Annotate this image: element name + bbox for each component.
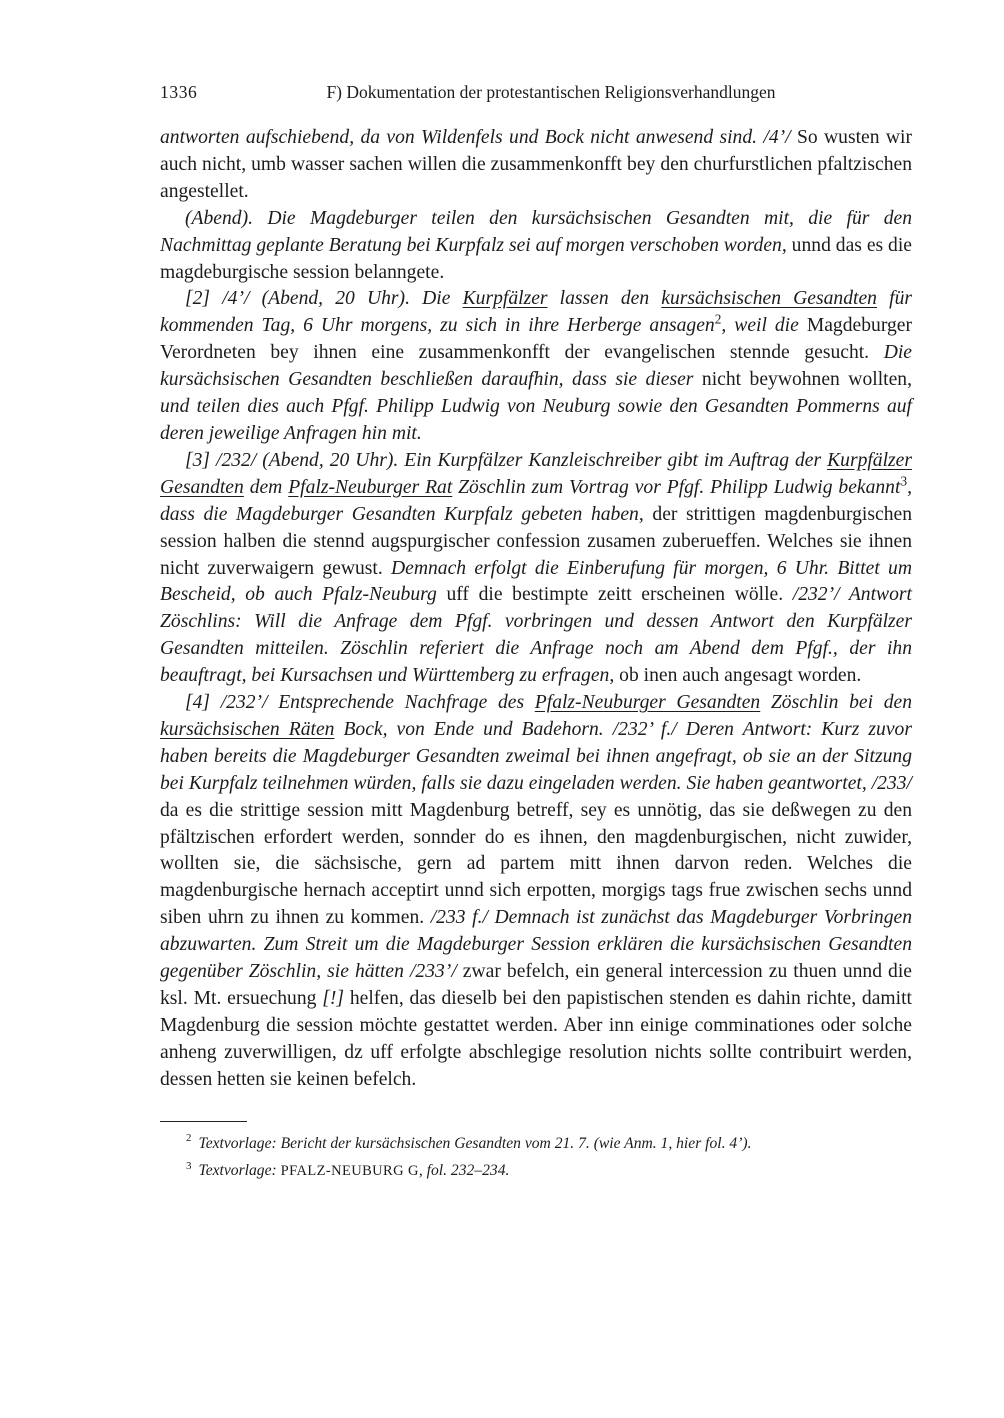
text-run: [4] /232’/ Entsprechende Nachfrage des [185, 692, 535, 714]
text-run: Zöschlin bei den [760, 692, 912, 714]
text-run: helfen, das dieselb bei den papistischen stenden es dahin richte, damitt Magdenburg die session möchte gestattet werden. Aber inn einige comminationes oder solche anheng zuverwilligen, dz uff erfolgte abschlegige resolution nichts sollte contribuirt werden, dessen hetten sie keinen befelch. [160, 988, 912, 1090]
text-run: Zöschlin zum Vortrag vor Pfgf. Philipp Ludwig bekannt [452, 476, 901, 498]
footnote-reference: 2 [714, 311, 722, 327]
text-run: uff die bestimpte zeitt erscheinen wölle. [446, 584, 793, 606]
text-run: ob inen auch angesagt worden. [619, 665, 862, 687]
text-run: nicht beywohnen wollten, [701, 369, 912, 391]
text-run: Kurpfälzer Gesandten [160, 449, 912, 498]
text-run: Die kursächsischen Gesandten beschließen daraufhin, dass sie dieser [160, 342, 912, 391]
text-run: dem [243, 476, 289, 498]
text-run: PFALZ-NEUBURG G [280, 1163, 419, 1180]
text-run: /233 f./ Demnach ist zunächst das Magdeburger Vorbringen abzuwarten. Zum Streit um die Magdeburger Session erklären die kursächsischen Gesandten gegenüber Zöschlin, sie hätten /233’/ [160, 907, 912, 983]
footnotes-section [160, 1121, 912, 1184]
text-run: Textvorlage: [198, 1162, 281, 1180]
body-text [160, 125, 912, 1094]
text-run: So wusten wir auch nicht, umb wasser sachen willen die zusammenkonfft bey den churfurstlichen pfaltzischen angestellet. [160, 127, 912, 202]
paragraph [160, 286, 912, 447]
text-run: unnd das es die magdeburgische session belanngete. [160, 234, 912, 283]
text-run: Demnach erfolgt die Einberufung für morgen, 6 Uhr. Bittet um Bescheid, ob auch Pfalz-Neuburg [160, 557, 912, 606]
text-run: zwar befelch, ein general intercession zu thuen unnd die ksl. Mt. ersuechung [160, 961, 912, 1009]
text-run: , weil die [721, 315, 807, 337]
footnote-reference: 3 [900, 473, 908, 489]
footnote-list [160, 1132, 912, 1184]
footnote-separator [160, 1121, 247, 1122]
paragraph [160, 690, 912, 1094]
text-run: Bock, von Ende und Badehorn. /232’ f./ Deren Antwort: Kurz zuvor haben bereits die Magdeburger Gesandten zweimal bei ihnen angefragt, ob sie an der Sitzung bei Kurpfalz teilnehmen würden, falls sie dazu eingeladen werden. Sie haben geantwortet, /233/ [160, 718, 912, 794]
footnote [186, 1132, 912, 1157]
text-run: , dass die Magdeburger Gesandten Kurpfalz gebeten haben, [160, 476, 912, 525]
footnote-marker: 2 [186, 1132, 192, 1145]
running-header: F) Dokumentation der protestantischen Religionsverhandlungen [326, 82, 776, 102]
text-run: [!] [322, 988, 350, 1009]
text-run: antworten aufschiebend, da von Wildenfels und Bock nicht anwesend sind. /4’/ [160, 127, 797, 148]
text-run: lassen den [547, 288, 662, 310]
page-number: 1336 [160, 82, 198, 102]
text-run: da es die strittige session mitt Magdenburg betreff, sey es unnötig, das sie deßwegen zu den pfältzischen erfordert werden, sonnder do es ihnen, den magdenburgischen, nicht zuwider, wollten sie, die sächsische, gern ad partem mitt ihnen darvon reden. Welches die magdenburgische hernach acceptirt unnd sich erpotten, morgigs tags frue zwischen sechs unnd siben uhrn zu ihnen zu kommen. [160, 799, 912, 929]
footnote [186, 1159, 912, 1184]
text-run: [3] /232/ (Abend, 20 Uhr). Ein Kurpfälzer Kanzleischreiber gibt im Auftrag der [185, 449, 828, 471]
text-block [160, 82, 912, 1187]
text-run: der strittigen magdenburgischen session halben die stennd augspurgischer confession zusamen zuberueffen. Welches sie ihnen nicht zuverwaigern gewust. [160, 503, 912, 579]
paragraph [160, 125, 912, 206]
text-run: Pfalz-Neuburger Gesandten [534, 692, 761, 714]
text-run: [2] /4’/ (Abend, 20 Uhr). Die [185, 288, 463, 310]
text-run: Kurpfälzer [462, 288, 548, 310]
text-run: für kommenden Tag, 6 Uhr morgens, zu sich in ihre Herberge ansagen [160, 288, 912, 337]
footnote-marker: 3 [186, 1159, 192, 1172]
text-run: , fol. 232–234. [418, 1162, 510, 1180]
text-run: kursächsischen Gesandten [661, 288, 877, 310]
text-run: /232’/ Antwort Zöschlins: Will die Anfrage dem Pfgf. vorbringen und dessen Antwort den Kurpfälzer Gesandten mitteilen. Zöschlin referiert die Anfrage noch am Abend dem Pfgf., der ihn beauftragt, bei Kursachsen und Württemberg zu erfragen, [160, 584, 912, 687]
text-run: Magdeburger Verordneten bey ihnen eine zusammenkonfft der evangelischen stennde gesucht. [160, 315, 913, 364]
paragraph [160, 206, 912, 287]
text-run: und teilen dies auch Pfgf. Philipp Ludwig von Neuburg sowie den Gesandten Pommerns auf deren jeweilige Anfragen hin mit. [160, 396, 912, 444]
text-run: (Abend). Die Magdeburger teilen den kursächsischen Gesandten mit, die für den Nachmittag geplante Beratung bei Kurpfalz sei auf morgen verschoben worden, [160, 207, 912, 256]
page-header [160, 82, 912, 105]
text-run: Pfalz-Neuburger Rat [288, 476, 453, 498]
paragraph [160, 448, 912, 690]
text-run: kursächsischen Räten [160, 718, 335, 740]
text-run: Textvorlage: Bericht der kursächsischen Gesandten vom 21. 7. (wie Anm. 1, hier fol. 4’). [198, 1134, 752, 1152]
